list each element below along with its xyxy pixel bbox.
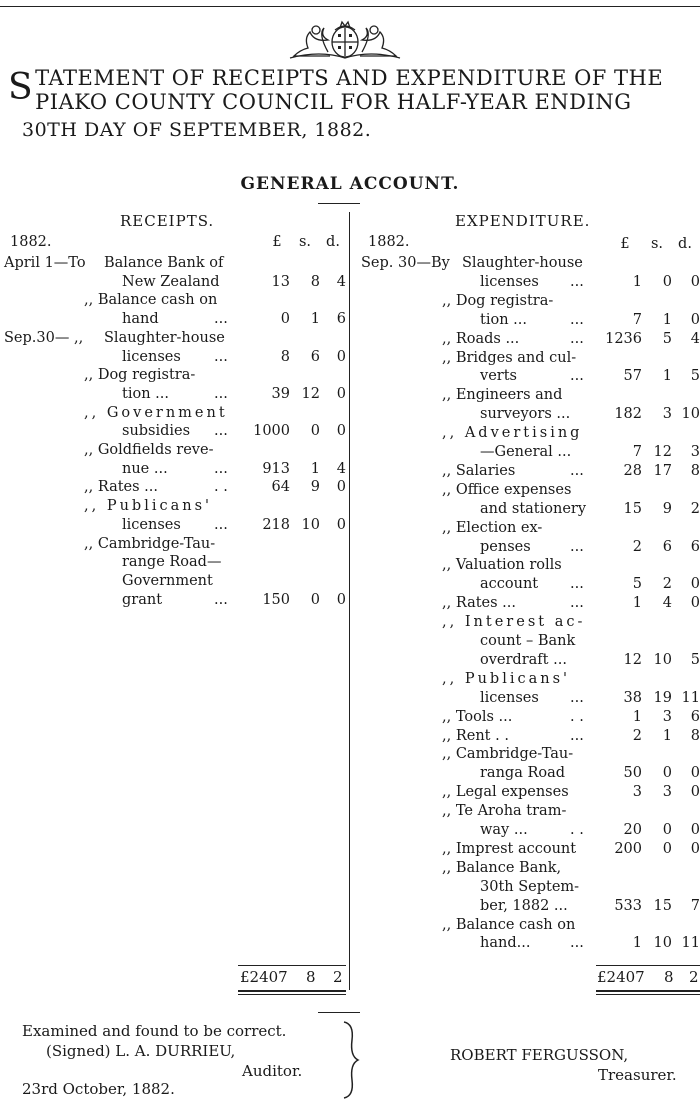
receipts-col-pence: d.: [326, 234, 340, 250]
expenditure-line-text: ,, Office expenses: [442, 481, 572, 498]
expenditure-line-text: ,, Balance cash on: [442, 916, 576, 933]
expenditure-line-text: ,, Advertising: [442, 425, 583, 442]
expenditure-line-text: 30th Septem-: [480, 878, 580, 895]
expenditure-amount-pounds: 15: [623, 500, 642, 517]
expenditure-amount-shillings: 12: [653, 444, 672, 460]
expenditure-amount-shillings: 0: [662, 765, 672, 782]
receipts-line-text: hand: [122, 311, 159, 328]
expenditure-amount-pence: 3: [690, 444, 700, 460]
expenditure-amount-pence: 4: [690, 330, 700, 347]
expenditure-line-text: ,, Salaries: [442, 462, 516, 479]
receipts-header: RECEIPTS.: [120, 212, 215, 230]
expenditure-amount-pounds: 38: [623, 689, 642, 706]
expenditure-line-text: ,, Balance Bank,: [442, 859, 562, 876]
receipts-line-text: tion ...: [122, 385, 169, 402]
expenditure-total-pence: 2: [689, 968, 699, 986]
heading-underline: [318, 203, 360, 204]
expenditure-amount-pence: 6: [690, 538, 700, 555]
expenditure-line-text: licenses: [480, 689, 539, 706]
expenditure-line-text: ,, Election ex-: [442, 519, 543, 536]
receipts-amount-shillings: 10: [301, 516, 320, 533]
expenditure-col-pounds: £: [620, 236, 630, 252]
treasurer-name: ROBERT FERGUSSON,: [450, 1046, 629, 1064]
expenditure-total-shillings: 8: [664, 968, 674, 986]
expenditure-leader-dots: ...: [570, 330, 584, 347]
receipts-amount-pence: 0: [336, 423, 346, 440]
expenditure-line-text: ,, Bridges and cul-: [442, 349, 577, 366]
receipts-amount-pence: 0: [336, 516, 346, 533]
title-drop-cap: S: [8, 67, 34, 108]
title-line-1: TATEMENT OF RECEIPTS AND EXPENDITURE OF THE: [35, 66, 664, 90]
receipts-leader-dots: ...: [214, 460, 228, 477]
receipts-line-text: ,, Goldfields reve-: [84, 442, 214, 458]
receipts-amount-pounds: 150: [262, 591, 290, 608]
expenditure-line-text: ,, Engineers and: [442, 387, 563, 404]
receipts-line-text: Slaughter-house: [104, 329, 225, 346]
receipts-leader-dots: ...: [214, 516, 228, 533]
auditor-signed: (Signed) L. A. DURRIEU,: [46, 1042, 236, 1060]
title-line-3: 30TH DAY OF SEPTEMBER, 1882.: [22, 119, 372, 141]
receipts-leader-dots: ...: [214, 348, 228, 365]
receipts-total-pounds: £2407: [240, 968, 288, 986]
expenditure-amount-pounds: 57: [623, 368, 642, 385]
expenditure-line-text: ,, Cambridge-Tau-: [442, 746, 574, 763]
receipts-leader-dots: ...: [214, 311, 228, 328]
expenditure-amount-pounds: 7: [632, 444, 642, 460]
expenditure-amount-pence: 7: [690, 897, 700, 914]
expenditure-line-text: ,, Legal expenses: [442, 784, 569, 801]
expenditure-amount-pounds: 2: [632, 727, 642, 744]
expenditure-total-top-rule: [596, 965, 700, 966]
expenditure-amount-shillings: 4: [662, 595, 672, 612]
expenditure-amount-pounds: 3: [632, 784, 642, 801]
expenditure-line-text: ,, Valuation rolls: [442, 557, 562, 574]
expenditure-line-text: licenses: [480, 273, 539, 290]
treasurer-title: Treasurer.: [598, 1066, 677, 1084]
title-line-2: PIAKO COUNTY COUNCIL FOR HALF-YEAR ENDING: [35, 90, 632, 114]
expenditure-year: 1882.: [368, 234, 410, 250]
expenditure-leader-dots: ...: [570, 273, 584, 290]
receipts-col-pounds: £: [272, 234, 282, 250]
receipts-line-text: nue ...: [122, 460, 168, 477]
receipts-total-shillings: 8: [306, 968, 316, 986]
receipts-amount-pence: 0: [336, 591, 346, 608]
expenditure-amount-pounds: 50: [623, 765, 642, 782]
receipts-line-text: licenses: [122, 516, 181, 533]
receipts-date: April 1—To: [4, 255, 86, 271]
statement-title: [8, 66, 698, 142]
receipts-amount-pence: 0: [336, 348, 346, 365]
receipts-amount-pounds: 218: [262, 516, 290, 533]
expenditure-leader-dots: . .: [570, 708, 584, 725]
expenditure-amount-pence: 0: [690, 311, 700, 328]
expenditure-col-pence: d.: [678, 236, 692, 252]
receipts-amount-shillings: 0: [310, 591, 320, 608]
receipts-total-top-rule: [238, 965, 346, 966]
expenditure-amount-shillings: 19: [653, 689, 672, 706]
expenditure-total-rule-2: [596, 994, 700, 995]
expenditure-amount-pence: 11: [681, 689, 700, 706]
expenditure-leader-dots: ...: [570, 935, 584, 952]
receipts-amount-pounds: 64: [271, 479, 290, 496]
column-divider: [349, 212, 350, 990]
expenditure-amount-pounds: 2: [632, 538, 642, 555]
receipts-amount-pence: 0: [336, 479, 346, 496]
receipts-amount-shillings: 1: [310, 311, 320, 328]
brace-mark: [340, 1020, 364, 1100]
receipts-leader-dots: . .: [214, 479, 228, 496]
expenditure-amount-pounds: 1: [632, 935, 642, 952]
receipts-amount-pounds: 0: [280, 311, 290, 328]
receipts-line-text: grant: [122, 591, 163, 608]
receipts-total-rule-1: [238, 990, 346, 992]
expenditure-amount-pounds: 20: [623, 822, 642, 838]
receipts-leader-dots: ...: [214, 385, 228, 402]
receipts-line-text: range Road—: [122, 554, 222, 571]
expenditure-amount-pounds: 7: [632, 311, 642, 328]
expenditure-amount-pounds: 1236: [605, 330, 642, 347]
signature-rule: [318, 1012, 360, 1013]
expenditure-line-text: ,, Te Aroha tram-: [442, 803, 567, 820]
expenditure-amount-pence: 0: [690, 840, 700, 857]
expenditure-amount-shillings: 15: [653, 897, 672, 914]
expenditure-amount-shillings: 1: [662, 727, 672, 744]
expenditure-line-text: way ...: [480, 822, 528, 838]
expenditure-amount-pence: 5: [690, 651, 700, 668]
receipts-amount-shillings: 0: [310, 423, 320, 440]
receipts-line-text: ,, Publicans': [84, 498, 213, 515]
expenditure-amount-pounds: 1: [632, 595, 642, 612]
expenditure-line-text: ranga Road: [480, 765, 566, 782]
expenditure-line-text: ,, Rates ...: [442, 595, 517, 612]
receipts-year: 1882.: [10, 234, 52, 250]
expenditure-leader-dots: ...: [570, 689, 584, 706]
auditor-statement: Examined and found to be correct.: [22, 1022, 287, 1040]
expenditure-line-text: ,, Interest ac-: [442, 614, 586, 631]
expenditure-amount-pence: 0: [690, 595, 700, 612]
expenditure-leader-dots: . .: [570, 822, 584, 838]
expenditure-line-text: count – Bank: [480, 633, 576, 649]
receipts-line-text: ,, Government: [84, 404, 228, 421]
expenditure-amount-pounds: 1: [632, 708, 642, 725]
expenditure-leader-dots: ...: [570, 576, 584, 593]
receipts-amount-shillings: 1: [310, 460, 320, 477]
expenditure-amount-shillings: 9: [662, 500, 672, 517]
expenditure-line-text: ,, Roads ...: [442, 330, 520, 347]
receipts-amount-pence: 0: [336, 385, 346, 402]
receipts-amount-pence: 4: [336, 460, 346, 477]
receipts-amount-pounds: 1000: [253, 423, 290, 440]
receipts-line-text: Balance Bank of: [104, 255, 224, 271]
expenditure-line-text: ,, Imprest account: [442, 840, 577, 857]
expenditure-leader-dots: ...: [570, 538, 584, 555]
receipts-amount-shillings: 12: [301, 385, 320, 402]
expenditure-line-text: ,, Tools ...: [442, 708, 513, 725]
expenditure-leader-dots: ...: [570, 368, 584, 385]
expenditure-amount-pounds: 28: [623, 462, 642, 479]
receipts-amount-shillings: 9: [310, 479, 320, 496]
expenditure-line-text: surveyors ...: [480, 406, 571, 423]
expenditure-line-text: and stationery: [480, 500, 587, 517]
receipts-line-text: Government: [122, 572, 213, 589]
expenditure-amount-pence: 8: [690, 727, 700, 744]
expenditure-amount-shillings: 3: [662, 784, 672, 801]
receipts-line-text: ,, Dog registra-: [84, 367, 196, 384]
expenditure-amount-shillings: 3: [662, 708, 672, 725]
expenditure-line-text: account: [480, 576, 539, 593]
receipts-leader-dots: ...: [214, 591, 228, 608]
expenditure-amount-shillings: 17: [653, 462, 672, 479]
expenditure-amount-shillings: 10: [653, 935, 672, 952]
expenditure-amount-pounds: 1: [632, 273, 642, 290]
expenditure-amount-pence: 6: [690, 708, 700, 725]
expenditure-leader-dots: ...: [570, 595, 584, 612]
expenditure-amount-pence: 0: [690, 576, 700, 593]
receipts-col-shillings: s.: [298, 234, 312, 250]
expenditure-line-text: —General ...: [480, 444, 572, 460]
expenditure-amount-pounds: 200: [614, 840, 642, 857]
expenditure-amount-shillings: 2: [662, 576, 672, 593]
expenditure-amount-pence: 11: [681, 935, 700, 952]
expenditure-line-text: ber, 1882 ...: [480, 897, 568, 914]
top-rule-right: [470, 6, 700, 7]
expenditure-amount-pounds: 533: [614, 897, 642, 914]
receipts-line-text: licenses: [122, 348, 181, 365]
receipts-amount-pounds: 913: [262, 460, 290, 477]
royal-crest-emblem: [280, 16, 410, 62]
expenditure-amount-pence: 5: [690, 368, 700, 385]
expenditure-col-shillings: s.: [650, 236, 664, 252]
expenditure-date: Sep. 30—By: [361, 255, 450, 271]
expenditure-amount-pounds: 182: [614, 406, 642, 423]
receipts-line-text: ,, Balance cash on: [84, 292, 218, 309]
expenditure-leader-dots: ...: [570, 462, 584, 479]
expenditure-leader-dots: ...: [570, 311, 584, 328]
expenditure-amount-shillings: 6: [662, 538, 672, 555]
expenditure-amount-pence: 10: [681, 406, 700, 423]
expenditure-amount-pounds: 5: [632, 576, 642, 593]
expenditure-amount-shillings: 5: [662, 330, 672, 347]
auditor-date: 23rd October, 1882.: [22, 1080, 175, 1098]
expenditure-line-text: verts: [480, 368, 517, 385]
expenditure-line-text: ,, Rent . .: [442, 727, 509, 744]
expenditure-amount-shillings: 10: [653, 651, 672, 668]
general-account-heading: GENERAL ACCOUNT.: [240, 174, 460, 194]
expenditure-amount-pounds: 12: [623, 651, 642, 668]
expenditure-line-text: ,, Publicans': [442, 670, 571, 687]
expenditure-total-rule-1: [596, 990, 700, 992]
receipts-date: Sep.30— ,,: [4, 329, 84, 346]
expenditure-line-text: hand...: [480, 935, 531, 952]
receipts-line-text: ,, Cambridge-Tau-: [84, 535, 216, 552]
receipts-amount-shillings: 8: [310, 273, 320, 290]
auditor-title: Auditor.: [242, 1062, 303, 1080]
expenditure-amount-shillings: 0: [662, 840, 672, 857]
receipts-line-text: subsidies: [122, 423, 191, 440]
expenditure-line-text: penses: [480, 538, 531, 555]
expenditure-header: EXPENDITURE.: [455, 212, 591, 230]
expenditure-amount-shillings: 0: [662, 273, 672, 290]
expenditure-amount-shillings: 1: [662, 311, 672, 328]
expenditure-amount-pence: 2: [690, 500, 700, 517]
expenditure-line-text: overdraft ...: [480, 651, 567, 668]
expenditure-amount-shillings: 1: [662, 368, 672, 385]
receipts-amount-pence: 4: [336, 273, 346, 290]
receipts-amount-pounds: 39: [271, 385, 290, 402]
expenditure-amount-pence: 0: [690, 822, 700, 838]
receipts-amount-shillings: 6: [310, 348, 320, 365]
receipts-leader-dots: ...: [214, 423, 228, 440]
receipts-amount-pounds: 8: [280, 348, 290, 365]
expenditure-amount-pence: 0: [690, 273, 700, 290]
expenditure-amount-pence: 0: [690, 765, 700, 782]
receipts-line-text: ,, Rates ...: [84, 479, 159, 496]
expenditure-amount-pence: 0: [690, 784, 700, 801]
expenditure-amount-shillings: 0: [662, 822, 672, 838]
expenditure-total-pounds: £2407: [597, 968, 645, 986]
receipts-total-rule-2: [238, 994, 346, 995]
receipts-amount-pounds: 13: [271, 273, 290, 290]
receipts-total-pence: 2: [333, 968, 343, 986]
expenditure-leader-dots: ...: [570, 727, 584, 744]
expenditure-amount-pence: 8: [690, 462, 700, 479]
expenditure-amount-shillings: 3: [662, 406, 672, 423]
receipts-line-text: New Zealand: [122, 273, 220, 290]
expenditure-line-text: Slaughter-house: [462, 255, 583, 271]
expenditure-line-text: tion ...: [480, 311, 527, 328]
expenditure-line-text: ,, Dog registra-: [442, 292, 554, 309]
receipts-amount-pence: 6: [336, 311, 346, 328]
